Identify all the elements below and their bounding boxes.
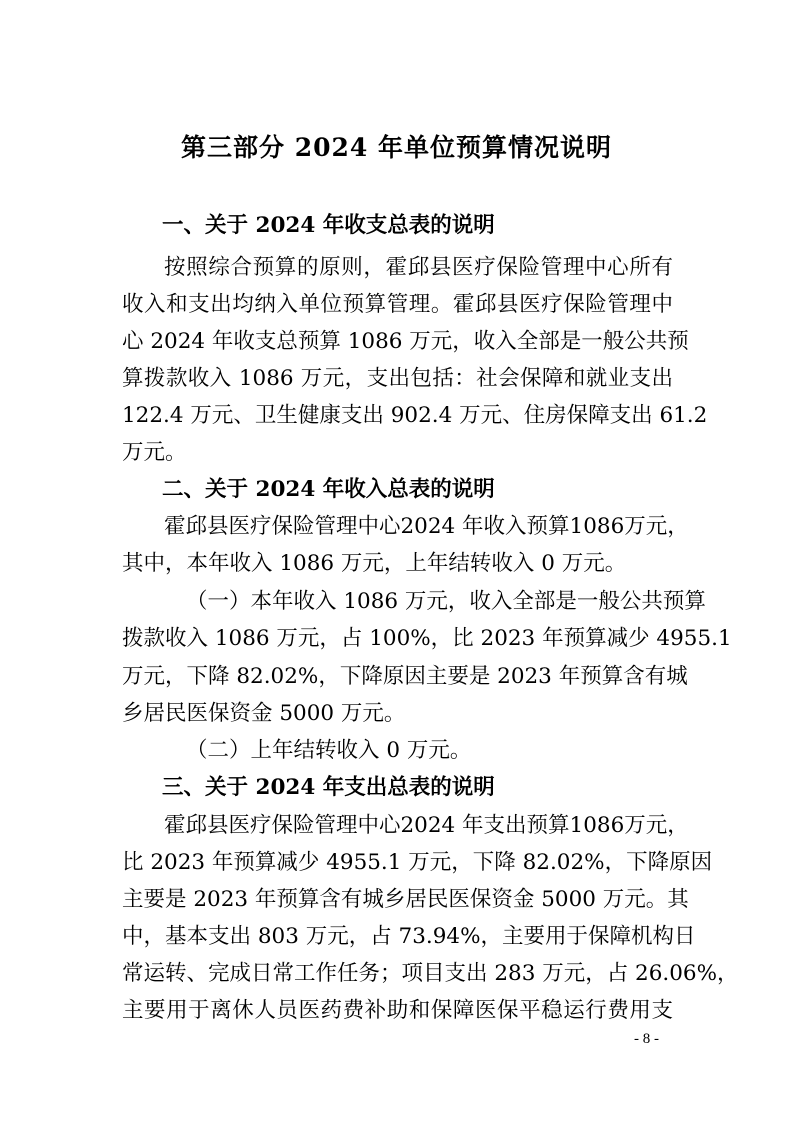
paragraph-line: 其中，本年收入 1086 万元，上年结转收入 0 万元。 bbox=[122, 551, 627, 576]
paragraph-line: 收入和支出均纳入单位预算管理。霍邱县医疗保险管理中 bbox=[122, 292, 673, 317]
paragraph-line: （二）上年结转收入 0 万元。 bbox=[186, 738, 472, 763]
paragraph-line: 霍邱县医疗保险管理中心2024 年收入预算1086万元， bbox=[164, 514, 689, 539]
paragraph-line: 122.4 万元、卫生健康支出 902.4 万元、住房保障支出 61.2 bbox=[122, 403, 708, 428]
paragraph-line: 主要用于离休人员医药费补助和保障医保平稳运行费用支 bbox=[122, 998, 673, 1023]
section-heading-1: 一、关于 2024 年收支总表的说明 bbox=[162, 213, 495, 238]
paragraph-line: 万元。 bbox=[122, 440, 187, 465]
paragraph-line: 主要是 2023 年预算含有城乡居民医保资金 5000 万元。其 bbox=[122, 887, 689, 912]
paragraph-line: 常运转、完成日常工作任务；项目支出 283 万元，占 26.06%， bbox=[122, 961, 739, 986]
paragraph-line: 霍邱县医疗保险管理中心2024 年支出预算1086万元， bbox=[164, 813, 689, 838]
page-title: 第三部分 2024 年单位预算情况说明 bbox=[181, 133, 612, 162]
paragraph-line: 中，基本支出 803 万元，占 73.94%，主要用于保障机构日 bbox=[122, 924, 696, 949]
paragraph-line: 算拨款收入 1086 万元，支出包括：社会保障和就业支出 bbox=[122, 366, 673, 391]
section-heading-2: 二、关于 2024 年收入总表的说明 bbox=[162, 477, 495, 502]
section-heading-3: 三、关于 2024 年支出总表的说明 bbox=[162, 775, 495, 800]
page-number: - 8 - bbox=[634, 1031, 659, 1047]
paragraph-line: 心 2024 年收支总预算 1086 万元，收入全部是一般公共预 bbox=[122, 329, 689, 354]
paragraph-line: （一）本年收入 1086 万元，收入全部是一般公共预算 bbox=[186, 589, 706, 614]
paragraph-line: 万元，下降 82.02%，下降原因主要是 2023 年预算含有城 bbox=[122, 664, 688, 689]
paragraph-line: 按照综合预算的原则，霍邱县医疗保险管理中心所有 bbox=[164, 255, 673, 280]
paragraph-line: 拨款收入 1086 万元，占 100%，比 2023 年预算减少 4955.1 bbox=[122, 626, 732, 651]
paragraph-line: 比 2023 年预算减少 4955.1 万元，下降 82.02%，下降原因 bbox=[122, 850, 713, 875]
paragraph-line: 乡居民医保资金 5000 万元。 bbox=[122, 701, 406, 726]
